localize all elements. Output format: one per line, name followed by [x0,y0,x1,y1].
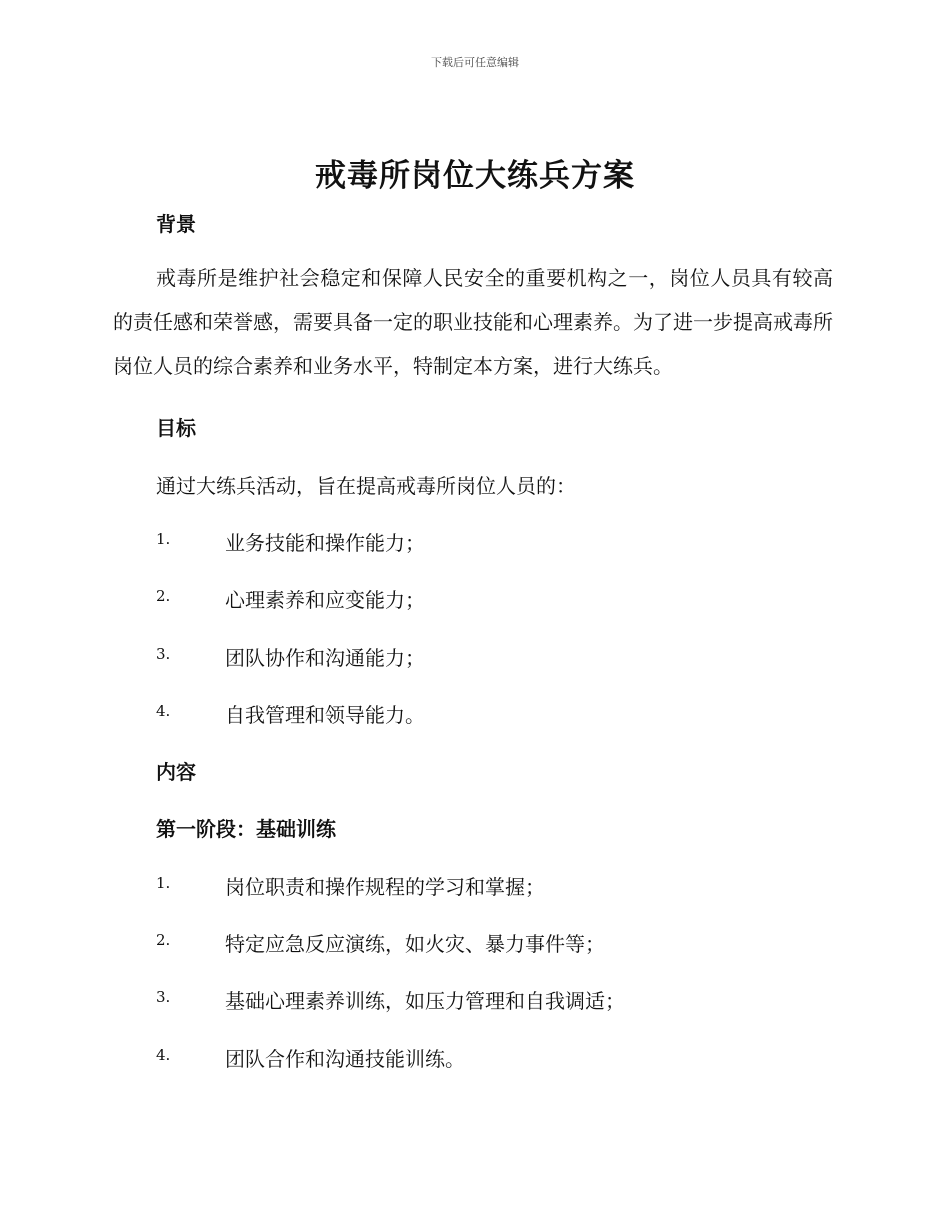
list-text: 团队协作和沟通能力； [225,646,425,670]
list-text: 业务技能和操作能力； [225,531,425,555]
background-paragraph: 戒毒所是维护社会稳定和保障人民安全的重要机构之一，岗位人员具有较高的责任感和荣誉感，需要具备一定的职业技能和心理素养。为了进一步提高戒毒所岗位人员的综合素养和业务水平，特制定本方案，进行大练兵。 [113,266,833,378]
list-number: 1. [156,874,171,892]
list-text: 自我管理和领导能力。 [225,703,425,727]
list-number: 1. [156,530,171,548]
list-number: 2. [156,587,171,605]
document-title: 戒毒所岗位大练兵方案 [315,158,635,194]
list-text: 基础心理素养训练，如压力管理和自我调适； [225,989,625,1013]
list-number: 3. [156,645,171,663]
list-text: 团队合作和沟通技能训练。 [225,1047,465,1071]
page-header-note: 下载后可任意编辑 [431,56,519,69]
list-number: 4. [156,1046,171,1064]
list-text: 心理素养和应变能力； [225,588,425,612]
list-number: 3. [156,988,171,1006]
list-text: 特定应急反应演练，如火灾、暴力事件等； [225,932,605,956]
goals-intro: 通过大练兵活动，旨在提高戒毒所岗位人员的： [156,474,576,498]
list-number: 2. [156,931,171,949]
section-heading-goals: 目标 [156,416,196,440]
list-text: 岗位职责和操作规程的学习和掌握； [225,875,545,899]
section-heading-content: 内容 [156,760,196,784]
list-number: 4. [156,702,171,720]
section-heading-background: 背景 [156,212,196,236]
stage1-heading: 第一阶段：基础训练 [156,817,336,841]
